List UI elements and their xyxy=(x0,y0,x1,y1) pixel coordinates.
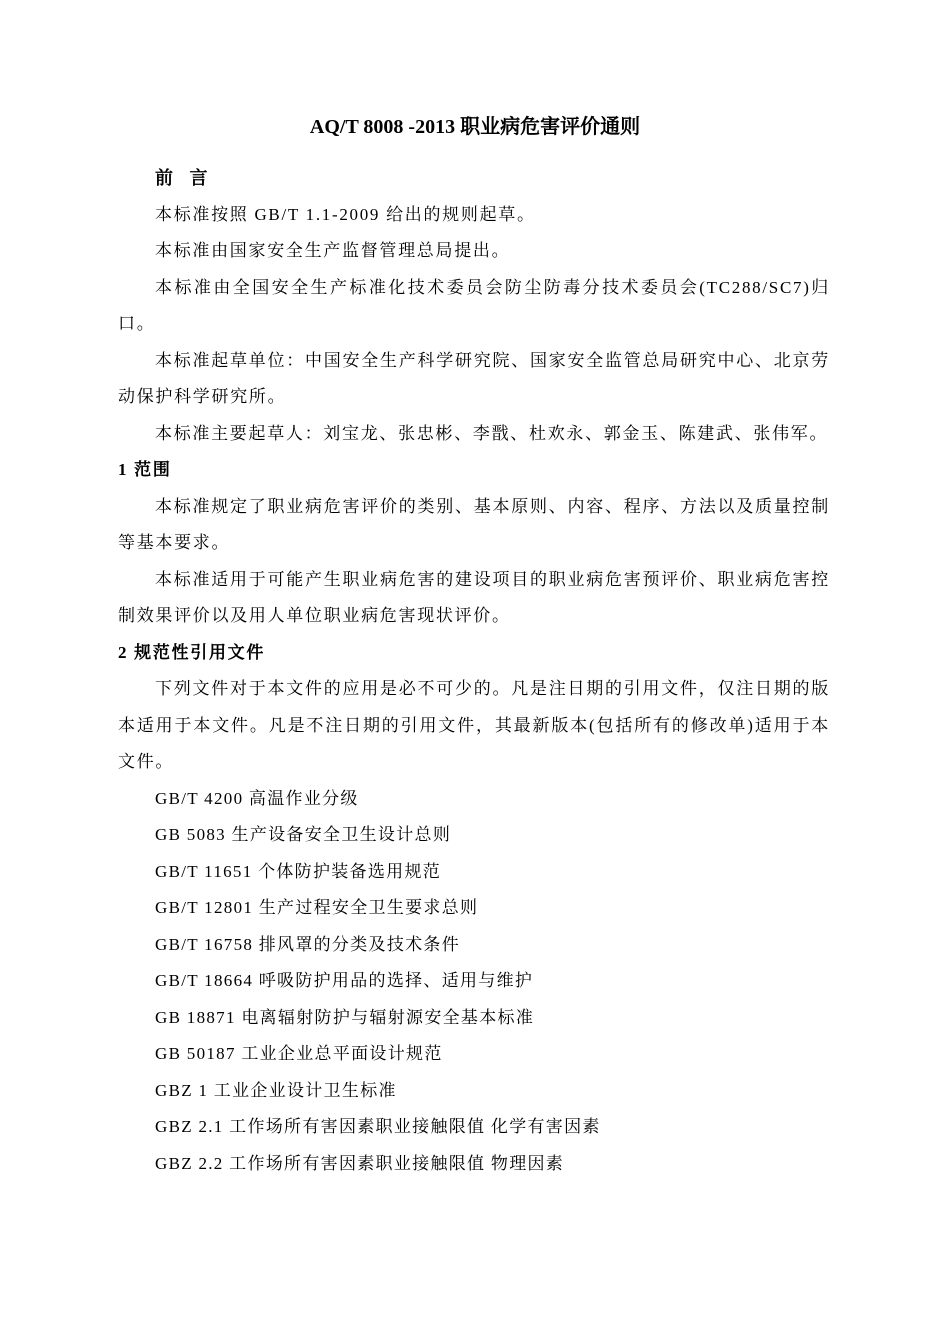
references-intro: 下列文件对于本文件的应用是必不可少的。凡是注日期的引用文件，仅注日期的版本适用于本文件。凡是不注日期的引用文件，其最新版本(包括所有的修改单)适用于本文件。 xyxy=(118,679,830,771)
reference-item: GB/T 16758 排风罩的分类及技术条件 xyxy=(155,934,461,954)
preface-paragraph: 本标准由全国安全生产标准化技术委员会防尘防毒分技术委员会(TC288/SC7)归口。 xyxy=(118,277,830,333)
reference-item: GBZ 1 工业企业设计卫生标准 xyxy=(155,1080,397,1100)
preface-heading: 前 言 xyxy=(155,168,214,188)
document-title: AQ/T 8008 -2013 职业病危害评价通则 xyxy=(309,116,641,138)
reference-item: GB 50187 工业企业总平面设计规范 xyxy=(155,1044,443,1063)
section-heading-normative-references: 2 规范性引用文件 xyxy=(118,642,266,662)
reference-item: GBZ 2.1 工作场所有害因素职业接触限值 化学有害因素 xyxy=(155,1117,601,1136)
reference-item: GB 5083 生产设备安全卫生设计总则 xyxy=(155,825,452,844)
reference-item: GB/T 4200 高温作业分级 xyxy=(155,788,359,808)
preface-paragraph: 本标准由国家安全生产监督管理总局提出。 xyxy=(155,241,511,260)
reference-item: GBZ 2.2 工作场所有害因素职业接触限值 物理因素 xyxy=(155,1153,565,1173)
scope-paragraph: 本标准规定了职业病危害评价的类别、基本原则、内容、程序、方法以及质量控制等基本要求。 xyxy=(118,496,830,552)
preface-paragraph: 本标准按照 GB/T 1.1-2009 给出的规则起草。 xyxy=(155,204,536,224)
reference-item: GB 18871 电离辐射防护与辐射源安全基本标准 xyxy=(155,1007,535,1027)
preface-paragraph: 本标准主要起草人：刘宝龙、张忠彬、李戬、杜欢永、郭金玉、陈建武、张伟军。 xyxy=(155,423,829,443)
reference-item: GB/T 18664 呼吸防护用品的选择、适用与维护 xyxy=(155,971,534,990)
reference-item: GB/T 12801 生产过程安全卫生要求总则 xyxy=(155,898,479,917)
reference-item: GB/T 11651 个体防护装备选用规范 xyxy=(155,861,442,881)
preface-paragraph: 本标准起草单位：中国安全生产科学研究院、国家安全监管总局研究中心、北京劳动保护科学研究所。 xyxy=(118,350,830,406)
section-heading-scope: 1 范围 xyxy=(118,460,172,479)
scope-paragraph: 本标准适用于可能产生职业病危害的建设项目的职业病危害预评价、职业病危害控制效果评价以及用人单位职业病危害现状评价。 xyxy=(118,569,830,625)
document-body xyxy=(118,160,830,1182)
